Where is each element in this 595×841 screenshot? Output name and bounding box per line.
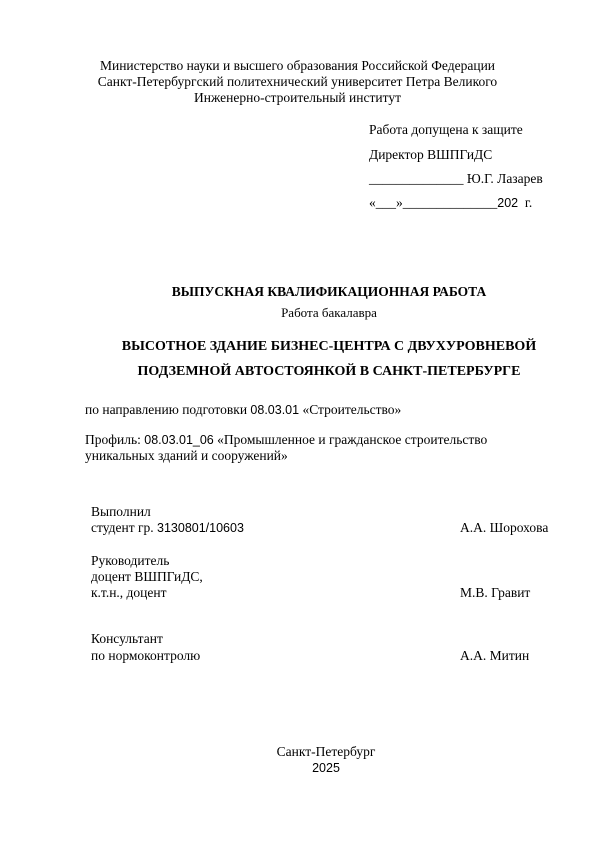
- topic-line-2: ПОДЗЕМНОЙ АВТОСТОЯНКОЙ В САНКТ-ПЕТЕРБУРГЕ: [137, 364, 521, 379]
- profile-code: 08.03.01_06: [144, 433, 214, 447]
- footer-year: 2025: [312, 761, 340, 775]
- profile-name-1: «Промышленное и гражданское строительство: [213, 432, 488, 447]
- direction-line: [85, 402, 401, 418]
- footer-city: Санкт-Петербург: [276, 744, 376, 759]
- author-label-prefix: студент гр.: [91, 520, 158, 535]
- author-label-2: [91, 520, 244, 536]
- date-quote-close: »: [396, 195, 403, 210]
- direction-prefix: по направлению подготовки: [85, 402, 251, 417]
- consultant-label-1: Консультант: [91, 631, 163, 646]
- approval-signature-line: [369, 171, 543, 187]
- approval-date-line: [369, 195, 532, 211]
- supervisor-name: М.В. Гравит: [460, 585, 531, 600]
- date-quote-open: «: [369, 195, 376, 210]
- author-group: 3130801/10603: [157, 521, 244, 535]
- profile-prefix: Профиль:: [85, 432, 145, 447]
- author-name: А.А. Шорохова: [460, 520, 549, 535]
- ministry-line: Министерство науки и высшего образования Российской Федерации: [99, 58, 496, 73]
- supervisor-label-3: к.т.н., доцент: [91, 585, 167, 600]
- signature-blank: ______________: [369, 171, 464, 186]
- direction-code: 08.03.01: [250, 403, 300, 417]
- topic-line-1: ВЫСОТНОЕ ЗДАНИЕ БИЗНЕС-ЦЕНТРА С ДВУХУРОВНЕВОЙ: [121, 339, 537, 354]
- author-label-1: Выполнил: [91, 504, 151, 519]
- supervisor-label-2: доцент ВШПГиДС,: [91, 569, 203, 584]
- director-name: Ю.Г. Лазарев: [466, 171, 543, 186]
- date-year-suffix: г.: [524, 195, 533, 210]
- profile-line-2: уникальных зданий и сооружений»: [85, 448, 288, 463]
- work-type: Работа бакалавра: [281, 305, 377, 320]
- consultant-name: А.А. Митин: [460, 648, 530, 663]
- approval-director-title: Директор ВШПГиДС: [369, 147, 493, 162]
- direction-name: «Строительство»: [299, 402, 402, 417]
- institute-line: Инженерно-строительный институт: [194, 90, 401, 105]
- approval-admitted: Работа допущена к защите: [369, 122, 523, 137]
- consultant-label-2: по нормоконтролю: [91, 648, 201, 663]
- supervisor-label-1: Руководитель: [91, 553, 170, 568]
- profile-line-1: [85, 432, 487, 448]
- university-line: Санкт-Петербургский политехнический университет Петра Великого: [97, 74, 498, 89]
- date-day-blank: ___: [375, 195, 396, 210]
- date-year: 202: [497, 196, 519, 210]
- work-title: ВЫПУСКНАЯ КВАЛИФИКАЦИОННАЯ РАБОТА: [171, 284, 487, 299]
- date-month-blank: ______________: [402, 195, 498, 210]
